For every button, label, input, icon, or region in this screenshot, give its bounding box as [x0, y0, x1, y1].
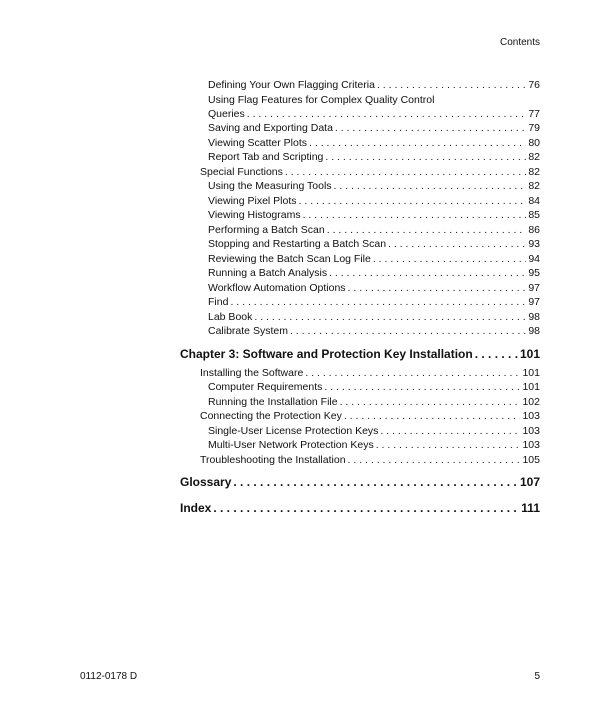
toc-entry-label: Saving and Exporting Data	[208, 122, 333, 134]
dot-leader	[376, 438, 521, 452]
footer-document-number: 0112-0178 D	[80, 671, 138, 682]
dot-leader	[305, 366, 520, 380]
toc-entry-label: Single-User License Protection Keys	[208, 425, 379, 437]
toc-entry-page: 97	[528, 282, 540, 294]
toc-entry-page: 94	[528, 253, 540, 265]
toc-entry-find[interactable]	[208, 295, 540, 309]
dot-leader	[388, 237, 526, 251]
toc-entry-label: Special Functions	[200, 166, 283, 178]
dot-leader	[213, 500, 519, 516]
toc-entry-installing-software[interactable]	[200, 366, 540, 380]
toc-entry-page: 84	[528, 195, 540, 207]
toc-entry-page: 77	[528, 108, 540, 120]
toc-entry-report-tab[interactable]	[208, 150, 540, 164]
dot-leader	[348, 281, 527, 295]
toc-entry-page: 86	[528, 224, 540, 236]
toc-entry-label: Defining Your Own Flagging Criteria	[208, 79, 375, 91]
toc-entry-page: 103	[522, 439, 540, 451]
toc-entry-page: 103	[522, 410, 540, 422]
dot-leader	[329, 266, 526, 280]
toc-entry-label: Viewing Histograms	[208, 209, 301, 221]
toc-entry-label: Reviewing the Batch Scan Log File	[208, 253, 371, 265]
toc-entry-label: Viewing Scatter Plots	[208, 137, 308, 149]
dot-leader	[290, 324, 526, 338]
toc-entry-special-functions[interactable]	[200, 165, 540, 179]
toc-entry-page: 98	[528, 311, 540, 323]
toc-entry-batch-scan[interactable]	[208, 223, 540, 237]
dot-leader	[303, 208, 527, 222]
dot-leader	[247, 107, 527, 121]
dot-leader	[475, 346, 518, 362]
toc-entry-label: Lab Book	[208, 311, 253, 323]
toc-entry-saving-exporting[interactable]	[208, 121, 540, 135]
toc-entry-page: 82	[528, 166, 540, 178]
toc-index[interactable]	[180, 500, 540, 516]
toc-entry-label: Viewing Pixel Plots	[208, 195, 297, 207]
toc-chapter-page: 107	[519, 475, 540, 489]
toc-entry-measuring-tools[interactable]	[208, 179, 540, 193]
toc-entry-scatter-plots[interactable]	[208, 136, 540, 150]
toc-entry-label: Report Tab and Scripting	[208, 151, 324, 163]
dot-leader	[325, 150, 526, 164]
toc-entry-page: 101	[522, 381, 540, 393]
toc-entry-defining-flagging-criteria[interactable]	[208, 78, 540, 92]
toc-entry-label: Computer Requirements	[208, 381, 323, 393]
dot-leader	[327, 223, 527, 237]
toc-entry-page: 80	[528, 137, 540, 149]
dot-leader	[254, 310, 526, 324]
footer-page-number: 5	[534, 671, 540, 682]
toc-entry-label: Performing a Batch Scan	[208, 224, 325, 236]
toc-entry-page: 76	[528, 79, 540, 91]
toc-entry-label: Stopping and Restarting a Batch Scan	[208, 238, 387, 250]
dot-leader	[348, 453, 521, 467]
toc-entry-page: 102	[522, 396, 540, 408]
dot-leader	[377, 78, 526, 92]
toc-entry-label: Workflow Automation Options	[208, 282, 346, 294]
toc-entry-stopping-batch-scan[interactable]	[208, 237, 540, 251]
toc-entry-label: Queries	[208, 108, 245, 120]
toc-entry-running-installation[interactable]	[208, 395, 540, 409]
toc-entry-page: 82	[528, 180, 540, 192]
toc-entry-page: 82	[528, 151, 540, 163]
toc-entry-label: Running a Batch Analysis	[208, 267, 328, 279]
dot-leader	[299, 194, 527, 208]
toc-entry-calibrate-system[interactable]	[208, 324, 540, 338]
toc-entry-histograms[interactable]	[208, 208, 540, 222]
toc-entry-using-flag-features[interactable]	[208, 93, 540, 107]
toc-chapter-3[interactable]	[180, 346, 540, 362]
dot-leader	[233, 474, 518, 490]
toc-entry-label: Connecting the Protection Key	[200, 410, 342, 422]
toc-chapter-label: Index	[180, 501, 212, 515]
toc-entry-troubleshooting[interactable]	[200, 453, 540, 467]
dot-leader	[335, 121, 526, 135]
toc-chapter-page: 111	[521, 501, 540, 515]
toc-entry-label: Running the Installation File	[208, 396, 338, 408]
toc-entry-batch-analysis[interactable]	[208, 266, 540, 280]
dot-leader	[309, 136, 526, 150]
toc-entry-label: Multi-User Network Protection Keys	[208, 439, 374, 451]
toc-entry-page: 101	[522, 367, 540, 379]
toc-chapter-label: Chapter 3: Software and Protection Key Installation	[180, 347, 473, 361]
toc-entry-lab-book[interactable]	[208, 310, 540, 324]
toc-entry-workflow-automation[interactable]	[208, 281, 540, 295]
toc-entry-label: Installing the Software	[200, 367, 304, 379]
toc-entry-page: 105	[522, 454, 540, 466]
dot-leader	[373, 252, 526, 266]
toc-entry-page: 95	[528, 267, 540, 279]
toc-entry-single-user-keys[interactable]	[208, 424, 540, 438]
page-header-title: Contents	[499, 37, 540, 48]
toc-entry-pixel-plots[interactable]	[208, 194, 540, 208]
toc-entry-queries[interactable]	[208, 107, 540, 121]
toc-entry-page: 103	[522, 425, 540, 437]
toc-glossary[interactable]	[180, 474, 540, 490]
toc-entry-computer-requirements[interactable]	[208, 380, 540, 394]
dot-leader	[334, 179, 527, 193]
toc-entry-page: 97	[528, 296, 540, 308]
toc-chapter-page: 101	[519, 347, 540, 361]
dot-leader	[380, 424, 520, 438]
toc-chapter-label: Glossary	[180, 475, 232, 489]
toc-entry-page: 79	[528, 122, 540, 134]
dot-leader	[324, 380, 520, 394]
toc-entry-label: Using Flag Features for Complex Quality Control	[208, 94, 435, 106]
toc-entry-label: Find	[208, 296, 229, 308]
toc-entry-connecting-key[interactable]	[200, 409, 540, 423]
toc-entry-page: 98	[528, 325, 540, 337]
toc-entry-page: 85	[528, 209, 540, 221]
toc-entry-label: Using the Measuring Tools	[208, 180, 332, 192]
dot-leader	[230, 295, 526, 309]
toc-entry-batch-log[interactable]	[208, 252, 540, 266]
dot-leader	[285, 165, 526, 179]
toc-entry-page: 93	[528, 238, 540, 250]
toc-entry-label: Troubleshooting the Installation	[200, 454, 346, 466]
toc-entry-label: Calibrate System	[208, 325, 288, 337]
toc-entry-multi-user-keys[interactable]	[208, 438, 540, 452]
dot-leader	[340, 395, 521, 409]
dot-leader	[344, 409, 521, 423]
